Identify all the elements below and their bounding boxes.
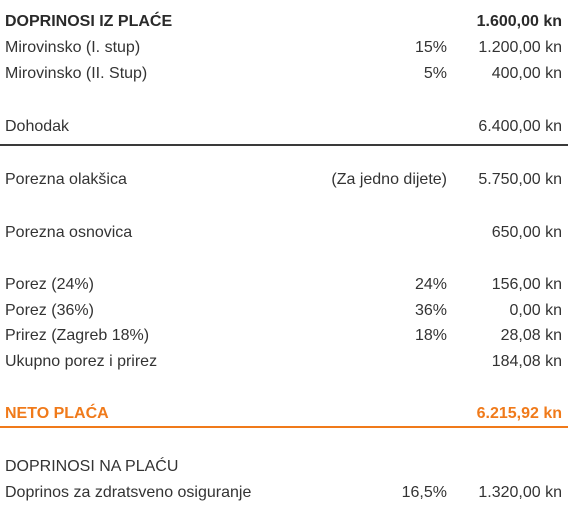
porez-36-row (0, 299, 571, 323)
neto-placa-row (0, 402, 571, 426)
row-label: Doprinos za zdratsveno osiguranje (5, 484, 252, 501)
row-value: 0,00 kn (509, 302, 562, 319)
row-label: Porez (36%) (5, 302, 94, 319)
row-value: 650,00 kn (491, 224, 562, 241)
row-percent: 5% (423, 65, 447, 82)
row-value: 1.200,00 kn (478, 39, 562, 56)
porezna-osnovica-row (0, 221, 571, 245)
row-percent: 36% (414, 302, 447, 319)
row-value: 6.400,00 kn (478, 118, 562, 135)
prirez-row (0, 324, 571, 348)
row-value: 184,08 kn (491, 353, 562, 370)
net-salary-divider (0, 426, 568, 428)
row-label: DOPRINOSI IZ PLAĆE (5, 13, 173, 30)
row-note: (Za jedno dijete) (331, 171, 447, 188)
row-value: 6.215,92 kn (476, 405, 562, 422)
dohodak-row (0, 115, 571, 139)
row-value: 28,08 kn (500, 327, 562, 344)
contributions-from-salary-row (0, 10, 571, 34)
row-label: Porezna osnovica (5, 224, 133, 241)
row-value: 400,00 kn (491, 65, 562, 82)
row-label: DOPRINOSI NA PLAĆU (5, 458, 179, 475)
row-percent: 15% (414, 39, 447, 56)
row-label: Porez (24%) (5, 276, 94, 293)
row-label: Mirovinsko (II. Stup) (5, 65, 148, 82)
row-percent: 18% (414, 327, 447, 344)
row-label: Dohodak (5, 118, 70, 135)
row-value: 1.320,00 kn (478, 484, 562, 501)
porezna-olaksica-row (0, 168, 571, 192)
row-value: 5.750,00 kn (478, 171, 562, 188)
row-percent: 24% (414, 276, 447, 293)
contributions-on-salary-row (0, 455, 571, 479)
row-label: Ukupno porez i prirez (5, 353, 158, 370)
row-label: Mirovinsko (I. stup) (5, 39, 141, 56)
row-label: Prirez (Zagreb 18%) (5, 327, 150, 344)
zdravstveno-row (0, 481, 571, 505)
section-divider (0, 144, 568, 146)
row-percent: 16,5% (401, 484, 447, 501)
porez-24-row (0, 273, 571, 297)
mirovinsko-2-row (0, 62, 571, 86)
ukupno-porez-row (0, 350, 571, 374)
row-value: 156,00 kn (491, 276, 562, 293)
row-label: NETO PLAĆA (5, 405, 109, 422)
mirovinsko-1-row (0, 36, 571, 60)
row-label: Porezna olakšica (5, 171, 127, 188)
row-value: 1.600,00 kn (476, 13, 562, 30)
